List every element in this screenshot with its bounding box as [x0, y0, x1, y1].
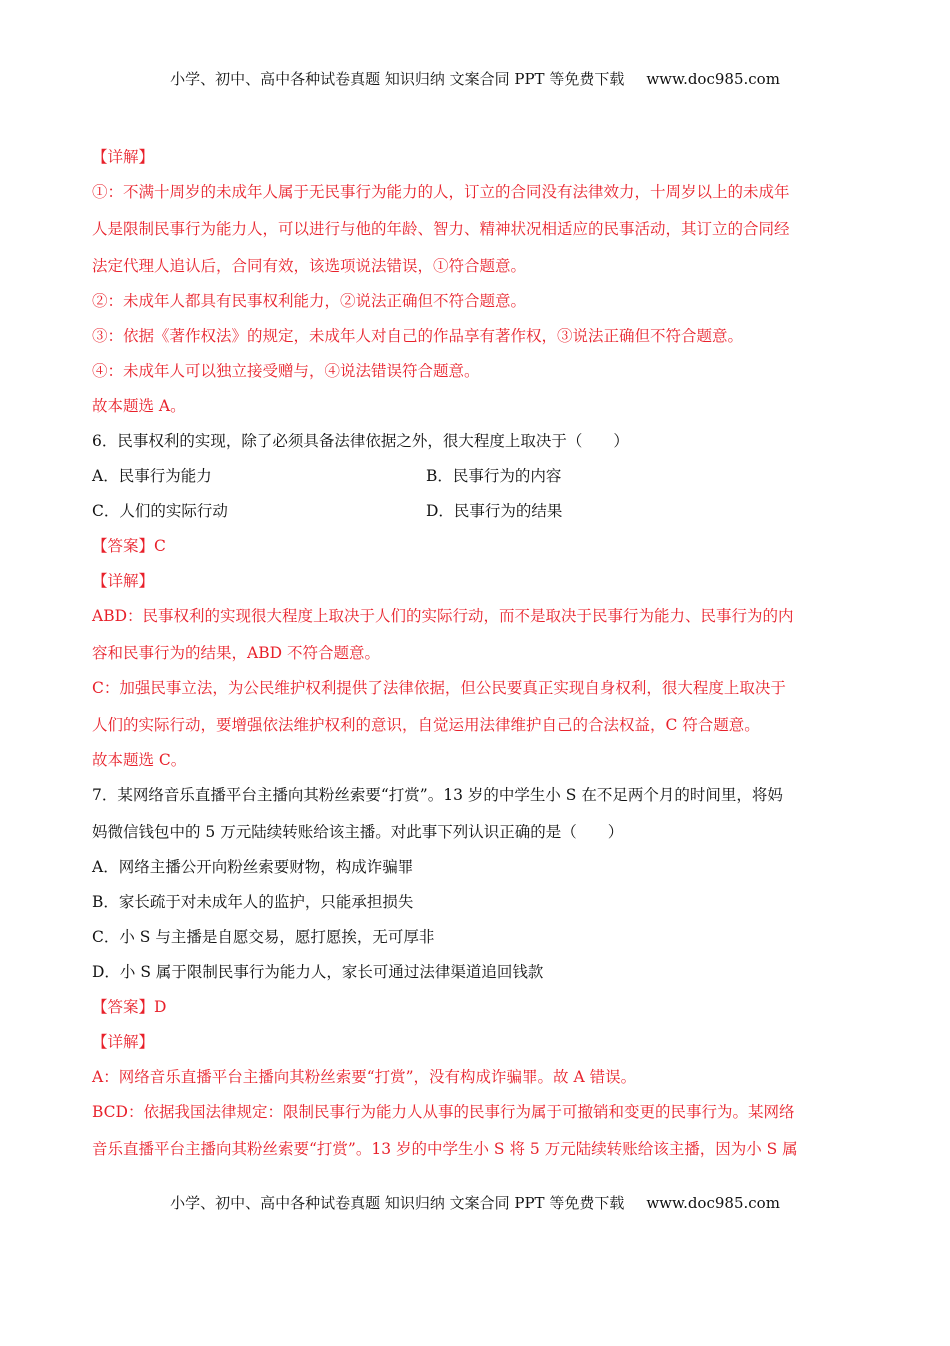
- q7-option-a: A．网络主播公开向粉丝索要财物，构成诈骗罪: [92, 858, 414, 876]
- footer-text: 小学、初中、高中各种试卷真题 知识归纳 文案合同 PPT 等免费下载: [170, 1194, 625, 1212]
- q7-detail-line-3: 音乐直播平台主播向其粉丝索要“打赏”。13 岁的中学生小 S 将 5 万元陆续转账给该主播，因为小 S 属: [92, 1140, 798, 1158]
- q7-answer: 【答案】D: [92, 998, 167, 1016]
- document-body: [92, 144, 860, 1171]
- q6-detail-line-3: C：加强民事立法，为公民维护权利提供了法律依据，但公民要真正实现自身权利，很大程度上取决于: [92, 679, 786, 697]
- page-header: [0, 68, 950, 89]
- block1-detail-label: 【详解】: [92, 148, 155, 166]
- header-url[interactable]: www.doc985.com: [646, 70, 780, 88]
- q6-option-d: D．民事行为的结果: [426, 502, 563, 520]
- q6-answer: 【答案】C: [92, 537, 166, 555]
- q6-detail-line-2: 容和民事行为的结果，ABD 不符合题意。: [92, 644, 380, 662]
- q7-option-c: C．小 S 与主播是自愿交易，愿打愿挨，无可厚非: [92, 928, 435, 946]
- q7-detail-line-2: BCD：依据我国法律规定：限制民事行为能力人从事的民事行为属于可撤销和变更的民事行为。某网络: [92, 1103, 795, 1121]
- q7-stem-line-2: 妈微信钱包中的 5 万元陆续转账给该主播。对此事下列认识正确的是（ ）: [92, 823, 624, 841]
- q6-options-row-2: [92, 498, 860, 533]
- block1-line-3: 法定代理人追认后，合同有效，该选项说法错误，①符合题意。: [92, 257, 527, 275]
- block1-line-2: 人是限制民事行为能力人，可以进行与他的年龄、智力、精神状况相适应的民事活动，其订立的合同经: [92, 220, 790, 238]
- q7-detail-line-1: A：网络音乐直播平台主播向其粉丝索要“打赏”，没有构成诈骗罪。故 A 错误。: [92, 1068, 637, 1086]
- q6-option-a: A．民事行为能力: [92, 467, 212, 485]
- block1-line-1: ①：不满十周岁的未成年人属于无民事行为能力的人，订立的合同没有法律效力，十周岁以上的未成年: [92, 183, 790, 201]
- header-text: 小学、初中、高中各种试卷真题 知识归纳 文案合同 PPT 等免费下载: [170, 70, 625, 88]
- q7-detail-label: 【详解】: [92, 1033, 155, 1051]
- page-footer: [0, 1192, 950, 1213]
- q7-option-b: B．家长疏于对未成年人的监护，只能承担损失: [92, 893, 414, 911]
- block1-line-6: ④：未成年人可以独立接受赠与，④说法错误符合题意。: [92, 362, 480, 380]
- block1-line-5: ③：依据《著作权法》的规定，未成年人对自己的作品享有著作权，③说法正确但不符合题意。: [92, 327, 744, 345]
- q6-option-b: B．民事行为的内容: [426, 467, 562, 485]
- block1-conclusion: 故本题选 A。: [92, 397, 186, 415]
- q6-stem: 6．民事权利的实现，除了必须具备法律依据之外，很大程度上取决于（ ）: [92, 432, 629, 450]
- q6-conclusion: 故本题选 C。: [92, 751, 187, 769]
- q7-stem-line-1: 7．某网络音乐直播平台主播向其粉丝索要“打赏”。13 岁的中学生小 S 在不足两个月的时间里，将妈: [92, 786, 783, 804]
- q6-detail-label: 【详解】: [92, 572, 155, 590]
- q6-option-c: C．人们的实际行动: [92, 502, 228, 520]
- q7-option-d: D．小 S 属于限制民事行为能力人，家长可通过法律渠道追回钱款: [92, 963, 544, 981]
- q6-options-row-1: [92, 463, 860, 498]
- footer-url[interactable]: www.doc985.com: [646, 1194, 780, 1212]
- q6-detail-line-1: ABD：民事权利的实现很大程度上取决于人们的实际行动，而不是取决于民事行为能力、民事行为的内: [92, 607, 794, 625]
- q6-detail-line-4: 人们的实际行动，要增强依法维护权利的意识，自觉运用法律维护自己的合法权益，C 符合题意。: [92, 716, 760, 734]
- block1-line-4: ②：未成年人都具有民事权利能力，②说法正确但不符合题意。: [92, 292, 527, 310]
